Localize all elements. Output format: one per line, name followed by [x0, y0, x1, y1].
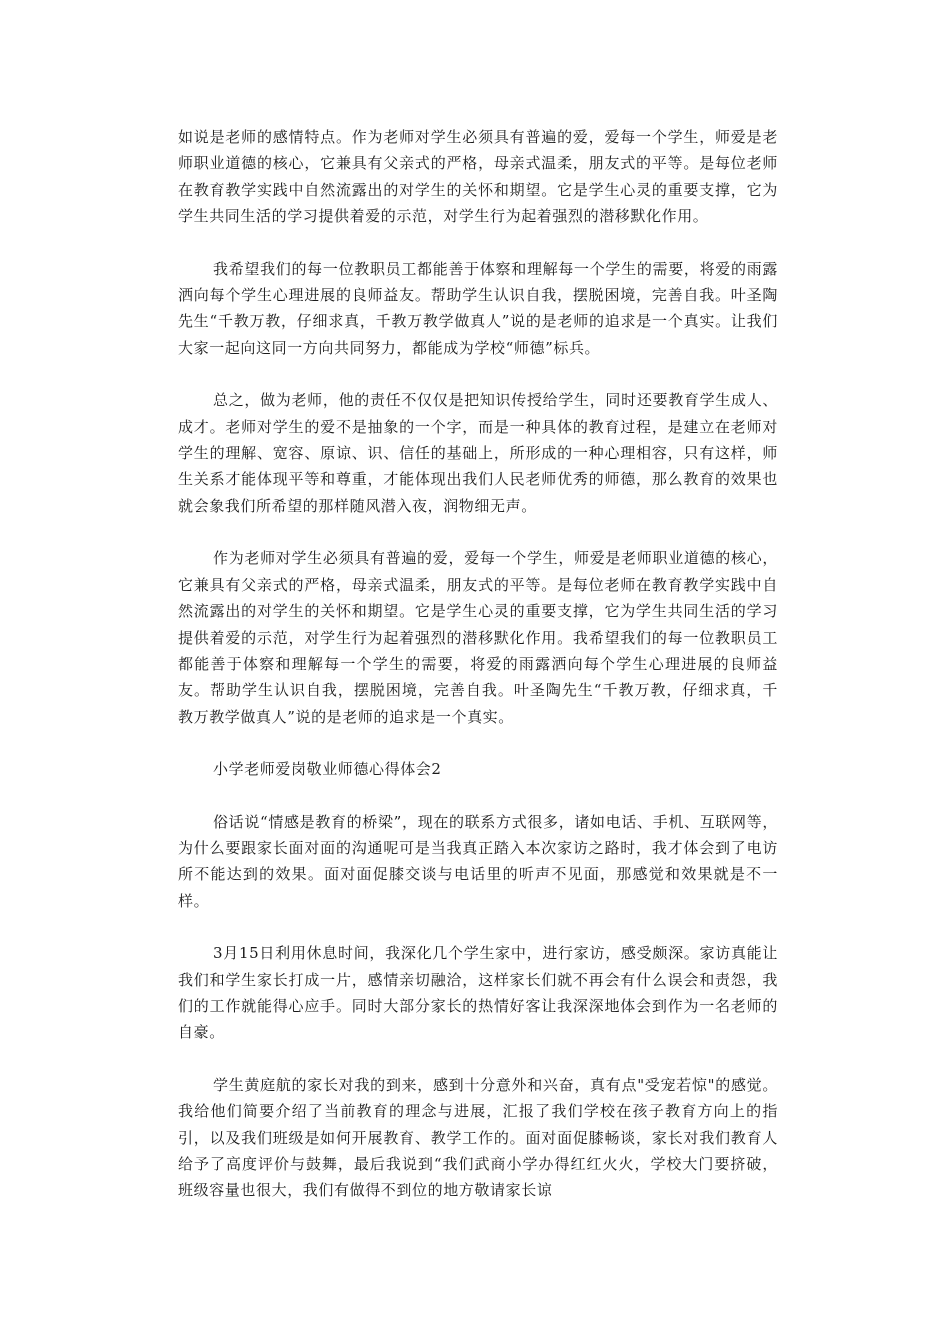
- paragraph-2: 我希望我们的每一位教职员工都能善于体察和理解每一个学生的需要，将爱的雨露洒向每个学生心理进展的良师益友。帮助学生认识自我，摆脱困境，完善自我。叶圣陶先生“千教万教，仔细求真，千教万教学做真人”说的是老师的追求是一个真实。让我们大家一起向这同一方向共同努力，都能成为学校“师德”标兵。: [178, 259, 778, 357]
- paragraph-4: 作为老师对学生必须具有普遍的爱，爱每一个学生，师爱是老师职业道德的核心，它兼具有父亲式的严格，母亲式温柔，朋友式的平等。是每位老师在教育教学实践中自然流露出的对学生的关怀和期望。它是学生心灵的重要支撑，它为学生共同生活的学习提供着爱的示范，对学生行为起着强烈的潜移默化作用。我希望我们的每一位教职员工都能善于体察和理解每一个学生的需要，将爱的雨露洒向每个学生心理进展的良师益友。帮助学生认识自我，摆脱困境，完善自我。叶圣陶先生“千教万教，仔细求真，千教万教学做真人”说的是老师的追求是一个真实。: [178, 549, 778, 726]
- document-page: [178, 124, 778, 1230]
- paragraph-6: 3月15日利用休息时间，我深化几个学生家中，进行家访，感受颇深。家访真能让我们和学生家长打成一片，感情亲切融洽，这样家长们就不再会有什么误会和责怨，我们的工作就能得心应手。同时大部分家长的热情好客让我深深地体会到作为一名老师的自豪。: [178, 944, 778, 1042]
- paragraph-7: 学生黄庭航的家长对我的到来，感到十分意外和兴奋，真有点"受宠若惊"的感觉。我给他们简要介绍了当前教育的理念与进展，汇报了我们学校在孩子教育方向上的指引，以及我们班级是如何开展教育、教学工作的。面对面促膝畅谈，家长对我们教育人给予了高度评价与鼓舞，最后我说到“我们武商小学办得红红火火，学校大门要挤破，班级容量也很大，我们有做得不到位的地方敬请家长谅: [178, 1075, 778, 1200]
- section-heading: 小学老师爱岗敬业师德心得体会2: [213, 760, 442, 779]
- paragraph-1: 如说是老师的感情特点。作为老师对学生必须具有普遍的爱，爱每一个学生，师爱是老师职业道德的核心，它兼具有父亲式的严格，母亲式温柔，朋友式的平等。是每位老师在教育教学实践中自然流露出的对学生的关怀和期望。它是学生心灵的重要支撑，它为学生共同生活的学习提供着爱的示范，对学生行为起着强烈的潜移默化作用。: [178, 128, 778, 226]
- paragraph-3: 总之，做为老师，他的责任不仅仅是把知识传授给学生，同时还要教育学生成人、成才。老师对学生的爱不是抽象的一个字，而是一种具体的教育过程，是建立在老师对学生的理解、宽容、原谅、识、信任的基础上，所形成的一种心理相容，只有这样，师生关系才能体现平等和尊重，才能体现出我们人民老师优秀的师德，那么教育的效果也就会象我们所希望的那样随风潜入夜，润物细无声。: [178, 391, 778, 515]
- paragraph-5: 俗话说“情感是教育的桥梁”，现在的联系方式很多，诸如电话、手机、互联网等，为什么要跟家长面对面的沟通呢可是当我真正踏入本次家访之路时，我才体会到了电访所不能达到的效果。面对面促膝交谈与电话里的听声不见面，那感觉和效果就是不一样。: [178, 812, 778, 910]
